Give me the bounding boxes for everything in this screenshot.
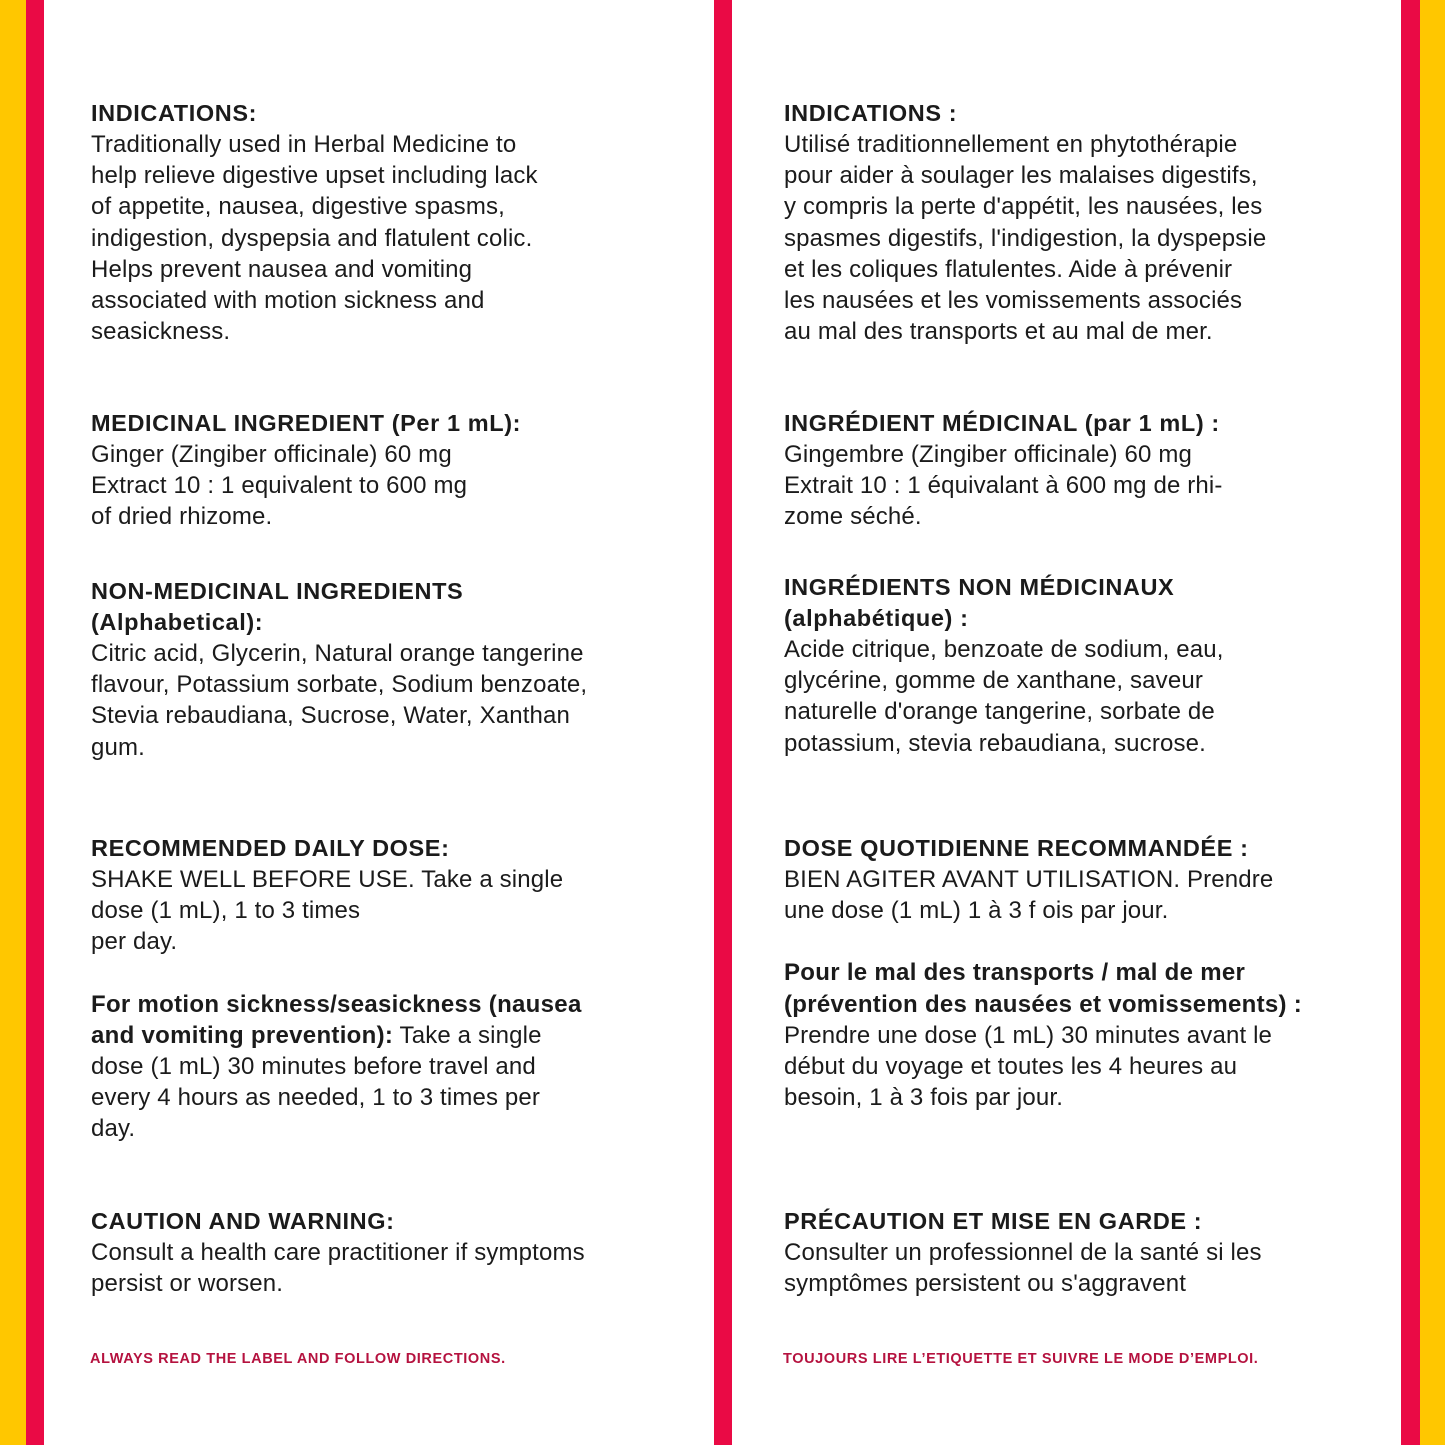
medicinal-ingredient-heading: MEDICINAL INGREDIENT (Per 1 mL): [91, 410, 522, 436]
non-medicinal-text-fr: Acide citrique, benzoate de sodium, eau, glycérine, gomme de xanthane, saveur naturelle d'orange tangerine, sorbate de potassium, stevia rebaudiana, sucrose. [784, 636, 1224, 757]
caution-text: Consult a health care practitioner if symptoms persist or worsen. [91, 1239, 585, 1298]
non-medicinal-heading-fr: INGRÉDIENTS NON MÉDICINAUX (alphabétique) : [784, 574, 1175, 631]
caution-heading: CAUTION AND WARNING: [91, 1208, 395, 1234]
right-yellow-band [1420, 0, 1445, 1445]
indications-text-fr: Utilisé traditionnellement en phytothérapie pour aider à soulager les malaises digestifs, y compris la perte d'appétit, les nausées, les spasmes digestifs, l'indigestion, la dyspepsie et les coliques flatulentes. Aide à prévenir les nausées et les vomissements associés au mal des transports et au mal de mer. [784, 131, 1267, 346]
right-red-band [1401, 0, 1420, 1445]
caution-section [91, 1206, 701, 1299]
non-medicinal-text: Citric acid, Glycerin, Natural orange tangerine flavour, Potassium sorbate, Sodium benzoate, Stevia rebaudiana, Sucrose, Water, Xanthan gum. [91, 640, 588, 761]
daily-dose-heading: RECOMMENDED DAILY DOSE: [91, 835, 450, 861]
motion-sickness-label-fr: Pour le mal des transports / mal de mer (prévention des nausées et vomissements) : [784, 959, 1303, 1018]
center-divider-band [714, 0, 732, 1445]
left-yellow-band [0, 0, 26, 1445]
medicinal-ingredient-text: Ginger (Zingiber officinale) 60 mg Extract 10 : 1 equivalent to 600 mg of dried rhizome. [91, 441, 468, 531]
footer-notice: ALWAYS READ THE LABEL AND FOLLOW DIRECTIONS. [90, 1351, 506, 1367]
motion-sickness-text: Take a single dose (1 mL) 30 minutes before travel and every 4 hours as needed, 1 to 3 times per day. [91, 1021, 542, 1143]
indications-heading: INDICATIONS: [91, 100, 258, 126]
caution-heading-fr: PRÉCAUTION ET MISE EN GARDE : [784, 1208, 1203, 1234]
indications-heading-fr: INDICATIONS : [784, 100, 958, 126]
motion-sickness-paragraph [91, 989, 701, 1145]
caution-section-fr [784, 1206, 1384, 1299]
non-medicinal-section-fr [784, 572, 1384, 759]
motion-sickness-label: For motion sickness/seasickness (nausea and vomiting prevention): [91, 990, 582, 1049]
daily-dose-section-fr [784, 833, 1384, 1113]
medicinal-ingredient-section-fr [784, 408, 1384, 533]
daily-dose-section [91, 833, 701, 1145]
medicinal-ingredient-text-fr: Gingembre (Zingiber officinale) 60 mg Extrait 10 : 1 équivalant à 600 mg de rhi- zome séché. [784, 441, 1223, 531]
motion-sickness-paragraph-fr [784, 957, 1384, 1113]
footer-notice-fr: TOUJOURS LIRE L’ETIQUETTE ET SUIVRE LE MODE D’EMPLOI. [783, 1351, 1259, 1367]
indications-section [91, 98, 701, 347]
non-medicinal-section [91, 576, 701, 763]
motion-sickness-text-fr: Prendre une dose (1 mL) 30 minutes avant le début du voyage et toutes les 4 heures au besoin, 1 à 3 fois par jour. [784, 1021, 1273, 1112]
left-red-band [26, 0, 44, 1445]
medicinal-ingredient-heading-fr: INGRÉDIENT MÉDICINAL (par 1 mL) : [784, 410, 1220, 436]
daily-dose-text: SHAKE WELL BEFORE USE. Take a single dose (1 mL), 1 to 3 times per day. [91, 866, 564, 956]
indications-text: Traditionally used in Herbal Medicine to help relieve digestive upset including lack of appetite, nausea, digestive spasms, indigestion, dyspepsia and flatulent colic. Helps prevent nausea and vomiting associated with motion sickness and seasickness. [91, 131, 538, 346]
medicinal-ingredient-section [91, 408, 701, 533]
indications-section-fr [784, 98, 1384, 347]
caution-text-fr: Consulter un professionnel de la santé si les symptômes persistent ou s'aggravent [784, 1239, 1262, 1298]
daily-dose-heading-fr: DOSE QUOTIDIENNE RECOMMANDÉE : [784, 835, 1249, 861]
daily-dose-text-fr: BIEN AGITER AVANT UTILISATION. Prendre une dose (1 mL) 1 à 3 f ois par jour. [784, 866, 1274, 925]
non-medicinal-heading: NON-MEDICINAL INGREDIENTS (Alphabetical): [91, 578, 464, 635]
